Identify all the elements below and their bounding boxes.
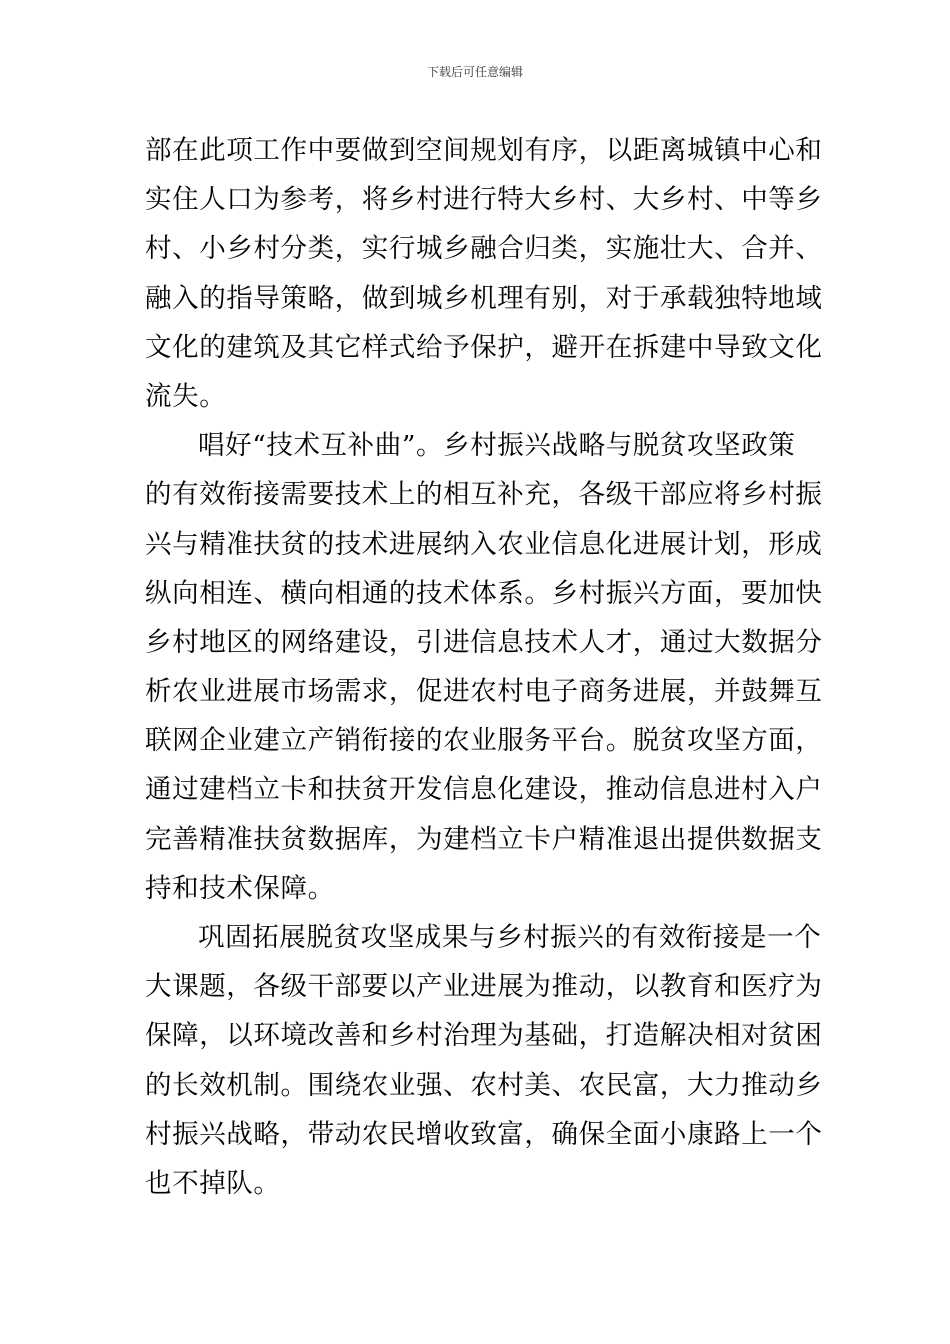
paragraph-2-line-5: 乡村地区的网络建设，引进信息技术人才，通过大数据分	[145, 626, 823, 658]
paragraph-1-line-6: 流失。	[145, 380, 227, 412]
paragraph-1-line-5: 文化的建筑及其它样式给予保护，避开在拆建中导致文化	[145, 331, 823, 363]
paragraph-3-line-5: 村振兴战略，带动农民增收致富，确保全面小康路上一个	[145, 1118, 823, 1150]
paragraph-1-line-2: 实住人口为参考，将乡村进行特大乡村、大乡村、中等乡	[145, 184, 823, 216]
paragraph-1-line-1: 部在此项工作中要做到空间规划有序，以距离城镇中心和	[145, 135, 823, 166]
paragraph-3-line-4: 的长效机制。围绕农业强、农村美、农民富，大力推动乡	[145, 1069, 823, 1101]
paragraph-3-line-2: 大课题，各级干部要以产业进展为推动，以教育和医疗为	[145, 971, 823, 1003]
page-header: 下载后可任意编辑	[426, 65, 523, 79]
paragraph-2-line-10: 持和技术保障。	[145, 872, 335, 904]
paragraph-2-line-2: 的有效衔接需要技术上的相互补充，各级干部应将乡村振	[145, 479, 823, 511]
paragraph-1-line-3: 村、小乡村分类，实行城乡融合归类，实施壮大、合并、	[145, 233, 823, 265]
paragraph-2-line-4: 纵向相连、横向相通的技术体系。乡村振兴方面，要加快	[145, 577, 823, 609]
paragraph-3-line-1: 巩固拓展脱贫攻坚成果与乡村振兴的有效衔接是一个	[198, 922, 822, 953]
paragraph-2-line-3: 兴与精准扶贫的技术进展纳入农业信息化进展计划，形成	[145, 528, 823, 560]
document-body	[145, 126, 823, 1208]
paragraph-2-line-7: 联网企业建立产销衔接的农业服务平台。脱贫攻坚方面，	[145, 725, 823, 757]
paragraph-3-line-6: 也不掉队。	[145, 1167, 281, 1199]
paragraph-2-line-6: 析农业进展市场需求，促进农村电子商务进展，并鼓舞互	[145, 676, 823, 708]
paragraph-1-line-4: 融入的指导策略，做到城乡机理有别，对于承载独特地域	[145, 282, 823, 314]
paragraph-2-line-1: 唱好“技术互补曲”。乡村振兴战略与脱贫攻坚政策	[198, 430, 796, 462]
paragraph-2-line-9: 完善精准扶贫数据库，为建档立卡户精准退出提供数据支	[145, 823, 823, 855]
paragraph-2-line-8: 通过建档立卡和扶贫开发信息化建设，推动信息进村入户	[145, 774, 823, 806]
paragraph-3-line-3: 保障，以环境改善和乡村治理为基础，打造解决相对贫困	[145, 1020, 823, 1052]
